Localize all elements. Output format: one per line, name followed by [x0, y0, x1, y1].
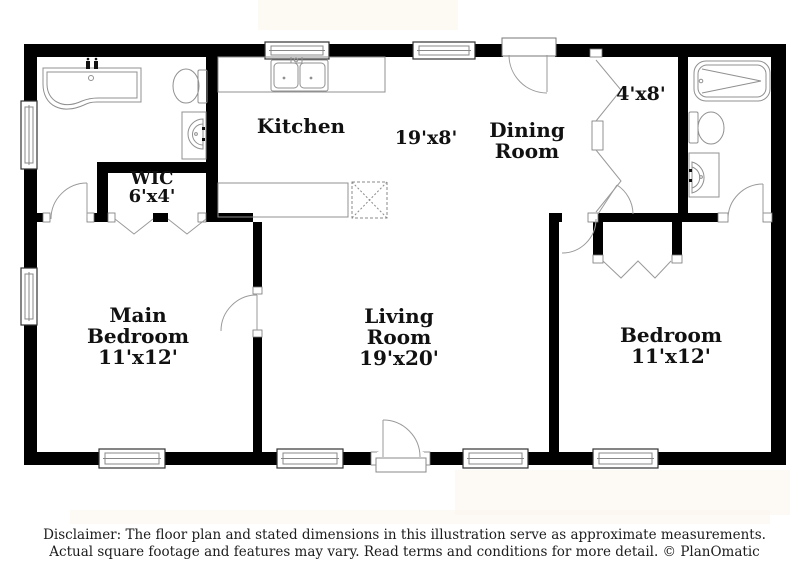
room-label-kitchen: Kitchen [256, 114, 346, 138]
windows [21, 42, 658, 468]
window-icon-bottom-living [463, 449, 528, 468]
bedroom-closet-accordion-door-icon [603, 261, 671, 278]
bathtub-icon-bath2 [694, 61, 770, 101]
window-icon-bottom-main-bedroom-1 [99, 449, 165, 468]
walls [24, 44, 786, 465]
window-icon-bottom-main-bedroom-2 [277, 449, 343, 468]
kitchen-sink-icon [271, 57, 328, 91]
window-icon-top-kitchen [265, 42, 329, 59]
disclaimer-line-2: Actual square footage and features may vary. Read terms and conditions for more detail. © PlanOmatic [49, 544, 760, 560]
kitchen-peninsula-icon [218, 183, 348, 217]
room-dims-kitchen: 19'x8' [394, 127, 458, 149]
door-jambs [43, 49, 772, 465]
window-icon-top-dining [413, 42, 475, 59]
front-door-icon [502, 38, 556, 93]
room-label-dining: Dining Room [489, 118, 565, 163]
back-door-icon [376, 420, 426, 472]
room-label-main-bedroom: Main Bedroom 11'x12' [87, 303, 189, 369]
closet-dims-label: 4'x8' [616, 83, 666, 105]
room-label-living-room: Living Room 19'x20' [359, 304, 439, 370]
room-label-wic: WIC 6'x4' [128, 168, 176, 207]
bathtub-icon [43, 58, 141, 109]
toilet-icon-bath1 [173, 69, 207, 103]
window-icon-left-bedroom [21, 268, 37, 325]
sink-icon-bath1 [182, 112, 206, 159]
sink-icon-bath2 [689, 153, 719, 197]
window-icon-bottom-bedroom [593, 449, 658, 468]
disclaimer-line-1: Disclaimer: The floor plan and stated dimensions in this illustration serve as approximate measurements. [43, 527, 766, 543]
appliance-icon [352, 182, 387, 218]
room-label-bedroom: Bedroom 11'x12' [620, 323, 722, 368]
window-icon-left-bath [21, 101, 37, 169]
bathroom1-door-icon [51, 183, 87, 219]
disclaimer-text [0, 527, 809, 561]
toilet-icon-bath2 [689, 112, 724, 144]
main-bedroom-door-icon [221, 295, 257, 331]
bathroom2-door-icon [728, 184, 763, 219]
